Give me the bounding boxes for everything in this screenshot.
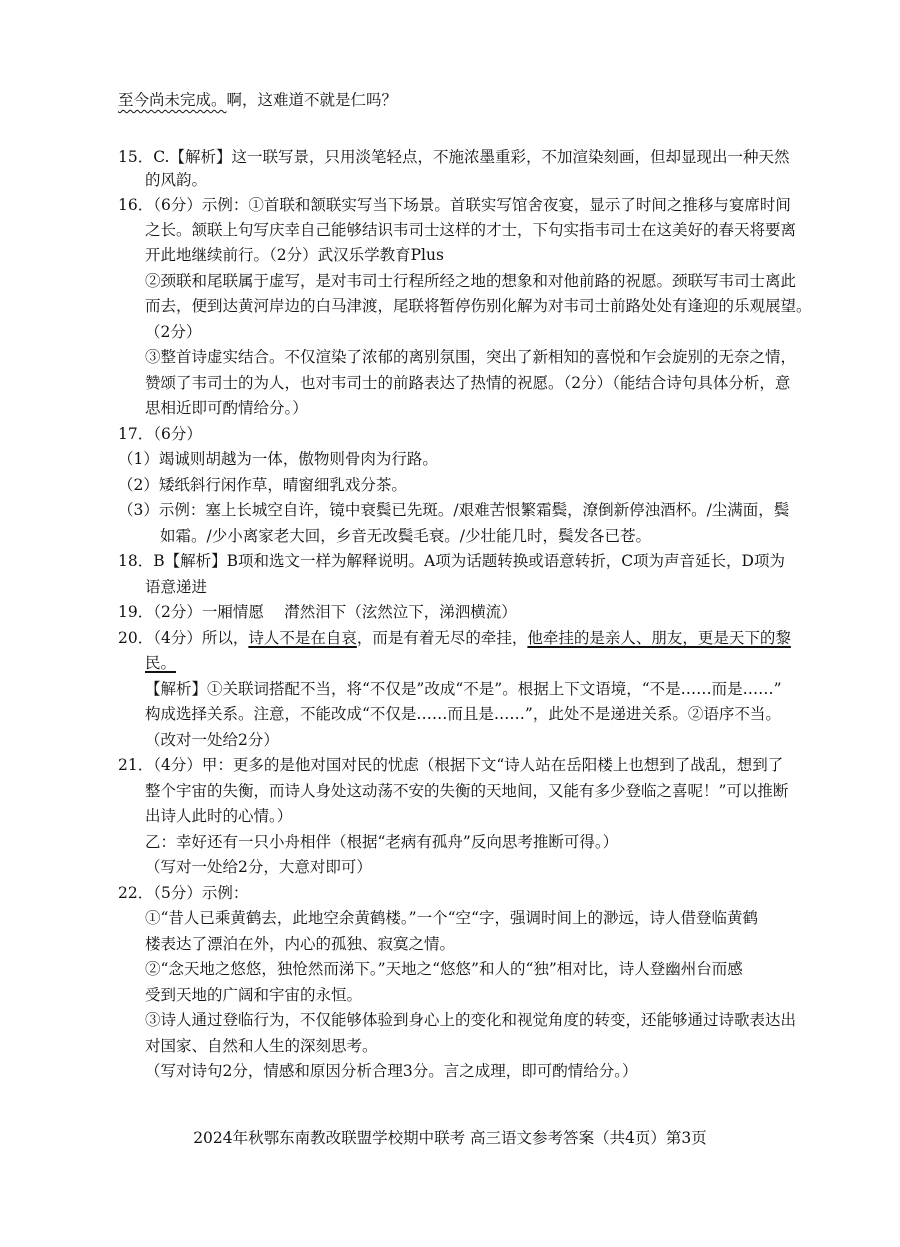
answer-16-line-6: （2分） (145, 323, 202, 341)
answer-22-line-8: （写对诗句2分，情感和原因分析合理3分。言之成理，即可酌情给分。） (145, 1062, 638, 1080)
underlined-text: 他牵挂的是亲人、朋友，更是天下的黎 (527, 629, 791, 647)
answer-20-line-4: 构成选择关系。注意，不能改成“不仅是……而且是……”，此处不是递进关系。②语序不当。 (145, 705, 781, 723)
answer-21-line-2: 整个宇宙的失衡，而诗人身处这动荡不安的失衡的天地间，又能有多少登临之喜呢！”可以推断 (145, 782, 789, 800)
answer-16-line-4: ②颈联和尾联属于虚写，是对韦司士行程所经之地的想象和对他前路的祝愿。颈联写韦司士离此 (145, 272, 797, 290)
page-footer: 2024年秋鄂东南教改联盟学校期中联考 高三语文参考答案（共4页）第3页 (193, 1129, 707, 1147)
answer-15-line-1: 15．C.【解析】这一联写景，只用淡笔轻点，不施浓墨重彩，不加渲染刻画，但却显现出一种天然 (118, 148, 790, 166)
answer-16-line-8: 赞颂了韦司士的为人，也对韦司士的前路表达了热情的祝愿。（2分）（能结合诗句具体分析，意 (145, 374, 791, 392)
answer-16-line-9: 思相近即可酌情给分。） (145, 399, 308, 417)
underlined-text: 民。 (145, 654, 177, 672)
wavy-underlined-text: 至今尚未完成。 (118, 91, 227, 109)
answer-22-line-6: ③诗人通过登临行为，不仅能够体验到身心上的变化和视觉角度的转变，还能够通过诗歌表达出 (145, 1011, 797, 1029)
answer-17-line-1: 17．（6分） (118, 425, 202, 443)
answer-18-line-2: 语意递进 (145, 578, 208, 596)
answer-21-line-3: 出诗人此时的心情。） (145, 807, 293, 825)
answer-17-line-3: （2）矮纸斜行闲作草，晴窗细乳戏分茶。 (118, 476, 407, 494)
answer-15-line-2: 的风韵。 (145, 171, 208, 189)
answer-16-line-3: 开此地继续前行。（2分）武汉乐学教育Plus (145, 246, 444, 264)
answer-22-line-5: 受到天地的广阔和宇宙的永恒。 (145, 986, 363, 1004)
continuation-line: 至今尚未完成。啊，这难道不就是仁吗？ (118, 91, 398, 109)
answer-22-line-7: 对国家、自然和人生的深刻思考。 (145, 1037, 378, 1055)
answer-16-line-2: 之长。颔联上句写庆幸自己能够结识韦司士这样的才士，下句实指韦司士在这美好的春天将要离 (145, 221, 797, 239)
answer-22-line-4: ②“念天地之悠悠，独怆然而涕下。”天地之“悠悠”和人的“独”相对比，诗人登幽州台而感 (145, 960, 743, 978)
answer-16-line-7: ③整首诗虚实结合。不仅渲染了浓郁的离别氛围，突出了新相知的喜悦和乍会旋别的无奈之情， (145, 348, 797, 366)
answer-20-line-5: （改对一处给2分） (145, 731, 279, 749)
answer-18-line-1: 18．B【解析】B项和选文一样为解释说明。A项为话题转换或语意转折，C项为声音延长，D项为 (118, 552, 785, 570)
answer-21-line-4: 乙：幸好还有一只小舟相伴（根据“老病有孤舟”反向思考推断可得。） (145, 833, 619, 851)
underlined-text: 诗人不是在自哀 (248, 629, 357, 647)
answer-22-line-3: 楼表达了漂泊在外，内心的孤独、寂寞之情。 (145, 935, 456, 953)
answer-22-line-2: ①“昔人已乘黄鹤去，此地空余黄鹤楼。”一个“空“字，强调时间上的渺远，诗人借登临黄鹤 (145, 909, 758, 927)
answer-20-line-2 (145, 652, 176, 674)
answer-21-line-5: （写对一处给2分，大意对即可） (145, 858, 372, 876)
answer-19-line-1: 19．（2分）一厢情愿 潸然泪下（泫然泣下，涕泗横流） (118, 603, 517, 621)
answer-16-line-1: 16．（6分）示例：①首联和颔联实写当下场景。首联实写馆舍夜宴，显示了时间之推移与宴席时间 (118, 196, 791, 214)
answer-20-line-1: 20．（4分）所以，诗人不是在自哀，而是有着无尽的牵挂，他牵挂的是亲人、朋友，更是天下的黎 (118, 629, 791, 647)
answer-16-line-5: 而去，便到达黄河岸边的白马津渡，尾联将暂停伤别化解为对韦司士前路处处有逢迎的乐观展望。 (145, 297, 812, 315)
answer-17-line-2: （1）竭诚则胡越为一体，傲物则骨肉为行路。 (118, 450, 438, 468)
answer-21-line-1: 21．（4分）甲：更多的是他对国对民的忧虑（根据下文“诗人站在岳阳楼上也想到了战乱，想到了 (118, 756, 784, 774)
answer-20-line-3: 【解析】①关联词搭配不当，将“不仅是”改成“不是”。根据上下文语境，“不是……而是……” (145, 680, 782, 698)
answer-17-line-4: （3）示例：塞上长城空自许，镜中衰鬓已先斑。/艰难苦恨繁霜鬓，潦倒新停浊酒杯。/尘满面，鬓 (118, 501, 790, 519)
answer-22-line-1: 22．（5分）示例： (118, 884, 249, 902)
answer-17-line-5: 如霜。/少小离家老大回，乡音无改鬓毛衰。/少壮能几时，鬓发各已苍。 (160, 527, 651, 545)
